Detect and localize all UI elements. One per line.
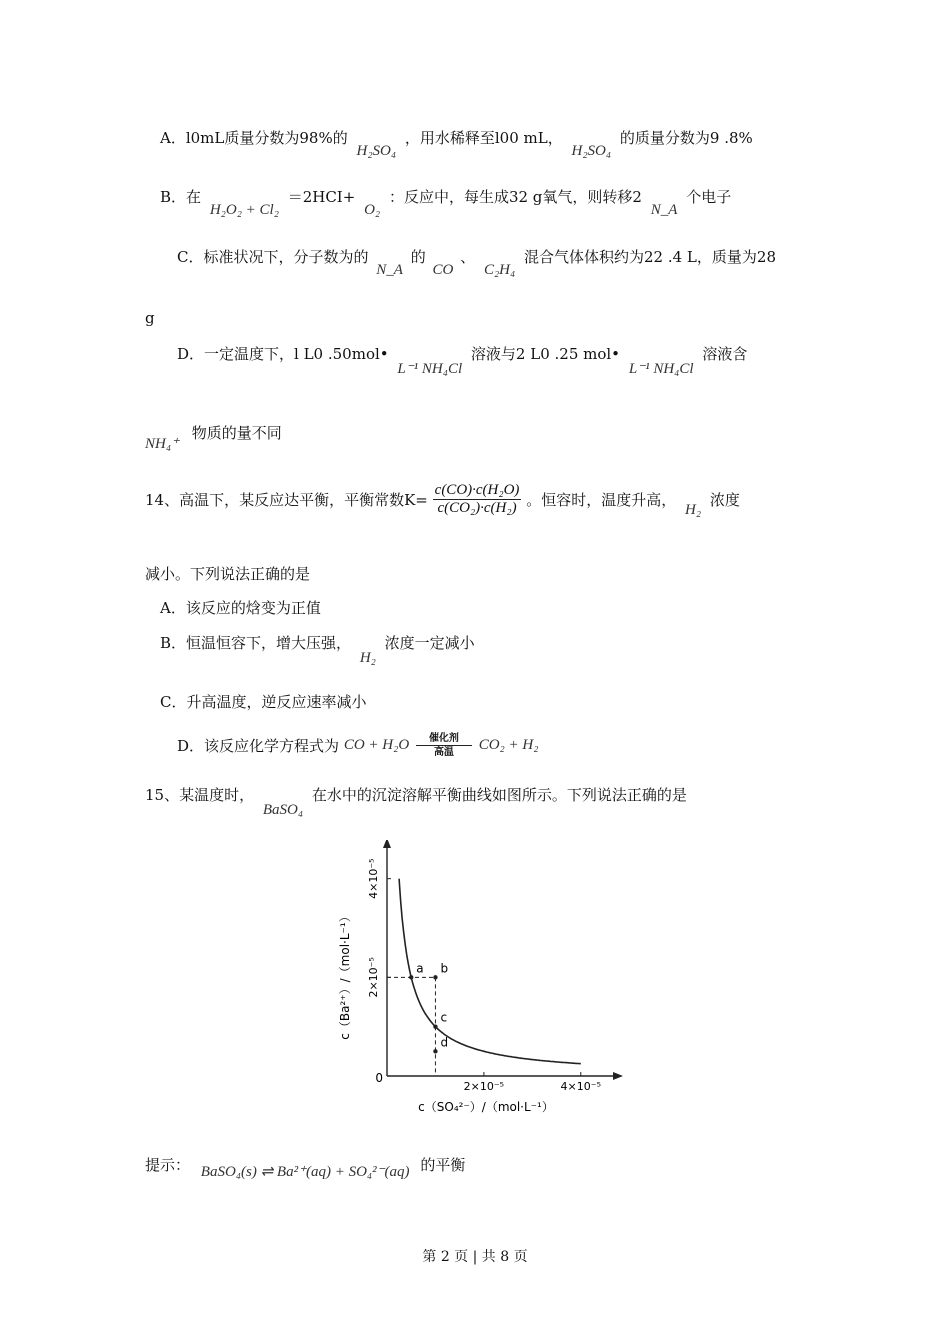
q14-option-d: D．该反应化学方程式为 CO + H₂O 催化剂 高温 CO₂ + H₂	[177, 733, 539, 758]
q13-option-a: A．l0mL质量分数为98%的 H₂SO₄ ，用水稀释至l00 mL， H₂SO₄ 的质量分数为9 .8%	[160, 129, 753, 159]
y-axis-title: c（Ba²⁺）/（mol·L⁻¹）	[338, 910, 352, 1040]
fraction-denominator: c(CO₂)·c(H₂)	[437, 500, 517, 516]
equation-left: CO + H₂O	[343, 737, 410, 753]
formula-h2: H₂	[685, 501, 702, 518]
formula-h2so4: H₂SO₄	[571, 143, 612, 159]
q15-stem: 15、某温度时， BaSO₄ 在水中的沉淀溶解平衡曲线如图所示。下列说法正确的是	[145, 786, 687, 818]
data-point-d	[433, 1049, 437, 1053]
x-axis-title: c（SO₄²⁻）/（mol·L⁻¹）	[418, 1100, 554, 1114]
data-point-a	[409, 975, 413, 979]
point-label-b: b	[440, 961, 449, 976]
formula-nh4cl: L⁻¹ NH₄Cl	[397, 361, 463, 377]
equation-right: CO₂ + H₂	[478, 737, 539, 753]
x-axis-arrow	[613, 1072, 623, 1080]
y-axis-arrow	[383, 840, 391, 848]
formula-nh4-ion: NH₄⁺	[145, 436, 179, 452]
formula-c2h4: C₂H₄	[483, 262, 516, 278]
point-label-c: c	[440, 1010, 448, 1025]
y-tick-label: 2×10⁻⁵	[367, 957, 380, 998]
baso4-solubility-chart	[320, 840, 630, 1125]
fraction-numerator: c(CO)·c(H₂O)	[434, 482, 520, 498]
q13-option-c-wrap: g	[145, 309, 155, 327]
x-tick-label: 4×10⁻⁵	[560, 1080, 601, 1093]
x-tick-label: 0	[375, 1071, 383, 1085]
formula-baso4: BaSO₄	[262, 802, 304, 818]
formula-h2o2-cl2: H₂O₂ + Cl₂	[209, 202, 279, 218]
catalyst-arrow: 催化剂 高温	[416, 733, 472, 758]
q14-stem-wrap: 减小。下列说法正确的是	[145, 565, 311, 583]
point-label-d: d	[440, 1035, 449, 1050]
point-label-a: a	[416, 961, 424, 976]
q13-option-c: C．标准状况下，分子数为的 N_A 的 CO 、 C₂H₄ 混合气体体积约为22 .4 L，质量为28	[177, 248, 776, 278]
equilibrium-constant-fraction	[433, 482, 522, 517]
q14-option-b: B．恒温恒容下，增大压强， H₂ 浓度一定减小	[160, 634, 475, 666]
q13-option-d-wrap: NH₄⁺ 物质的量不同	[145, 424, 282, 452]
equilibrium-curve	[399, 879, 581, 1064]
x-tick-label: 2×10⁻⁵	[463, 1080, 505, 1093]
q14-stem: 14、高温下，某反应达平衡，平衡常数K= $\frac{\text{c(CO)·c(H₂O)}}{\text{c(CO₂)·c(H₂)}}$ 。恒容时，温度升高， H₂ 浓度	[145, 482, 740, 518]
dissolution-equilibrium-equation: BaSO₄(s) ⇌ Ba²⁺(aq) + SO₄²⁻(aq)	[200, 1164, 410, 1180]
formula-nh4cl: L⁻¹ NH₄Cl	[628, 361, 694, 377]
page-footer: 第 2 页 | 共 8 页	[422, 1249, 528, 1265]
formula-o2: O₂	[364, 202, 381, 218]
data-point-c	[433, 1024, 437, 1028]
y-tick-label: 4×10⁻⁵	[367, 858, 380, 899]
q14-option-a: A．该反应的焓变为正值	[160, 599, 321, 617]
formula-h2: H₂	[359, 650, 376, 666]
q15-hint: 提示： BaSO₄(s) ⇌ Ba²⁺(aq) + SO₄²⁻(aq) 的平衡	[145, 1156, 466, 1180]
formula-na: N_A	[650, 202, 678, 218]
q13-option-b: B．在 H₂O₂ + Cl₂ ＝2HCI+ O₂ ：反应中，每生成32 g氧气，则转移2 N_A 个电子	[160, 188, 732, 218]
formula-co: CO	[432, 262, 454, 278]
formula-na: N_A	[376, 262, 403, 278]
q14-option-c: C．升高温度，逆反应速率减小	[160, 693, 367, 711]
formula-h2so4: H₂SO₄	[356, 143, 397, 159]
q13-option-d: D．一定温度下，l L0 .50mol• L⁻¹ NH₄Cl 溶液与2 L0 .25 mol• L⁻¹ NH₄Cl 溶液含	[177, 345, 748, 377]
data-point-b	[433, 975, 437, 979]
